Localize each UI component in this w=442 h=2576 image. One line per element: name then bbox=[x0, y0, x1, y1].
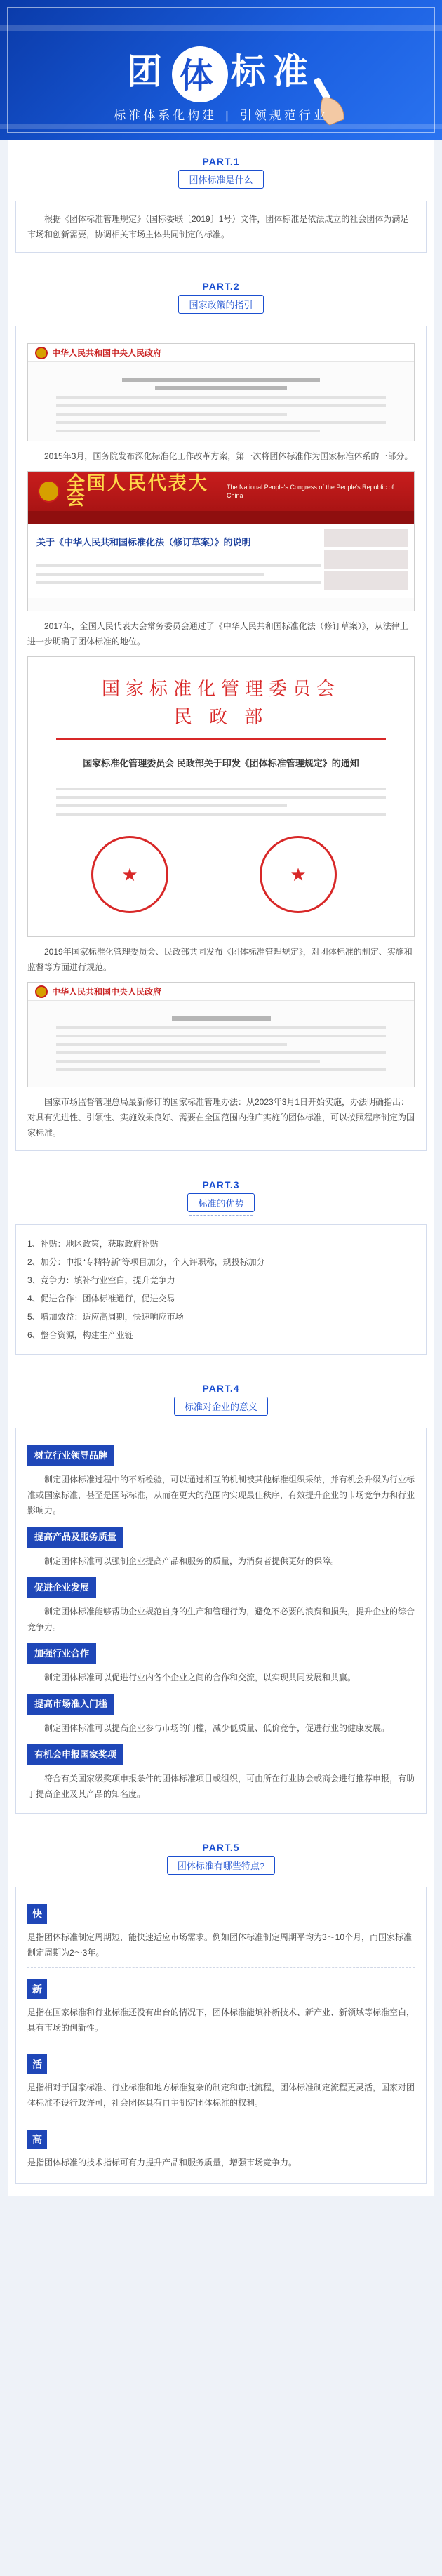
part-label: 国家政策的指引 bbox=[178, 295, 263, 314]
part-number: PART.4 bbox=[202, 1383, 240, 1394]
document-text-lines bbox=[28, 362, 414, 441]
hero-title-part: 标准 bbox=[231, 51, 315, 92]
gov-document-image bbox=[27, 343, 415, 441]
policy-2023-text: 国家市场监督管理总局最新修订的国家标准管理办法：从2023年3月1日开始实施，办法明确指出：对具有先进性、引领性、实施效果良好、需要在全国范围内推广实施的团体标准，可以按照程序制定为国家标准。 bbox=[27, 1097, 415, 1138]
document-text-lines bbox=[34, 556, 324, 592]
feature-text: 是指团体标准的技术指标可有力提升产品和服务质量，增强市场竞争力。 bbox=[27, 2158, 297, 2167]
significance-tag: 加强行业合作 bbox=[27, 1643, 96, 1664]
feature-text: 是指团体标准制定周期短，能快速适应市场需求。例如团体标准制定周期平均为3～10个月，而国家标准制定周期为2～3年。 bbox=[27, 1932, 413, 1958]
part-divider bbox=[189, 1215, 253, 1216]
significance-tag: 促进企业发展 bbox=[27, 1577, 96, 1598]
issuer-line-1: 国家标准化管理委员会 bbox=[101, 679, 340, 700]
notice-title: 国家标准化管理委员会 民政部关于印发《团体标准管理规定》的通知 bbox=[83, 758, 359, 769]
significance-text: 符合有关国家级奖项申报条件的团体标准项目或组织，可由所在行业协会或商会进行推荐申报，有助于提高企业及其产品的知名度。 bbox=[27, 1774, 415, 1799]
notice-document-image bbox=[27, 656, 415, 937]
part-2-section bbox=[8, 265, 434, 1164]
magnifier-icon bbox=[172, 46, 228, 102]
significance-tag: 提高产品及服务质量 bbox=[27, 1527, 123, 1548]
feature-tag: 高 bbox=[27, 2130, 47, 2149]
issuer-line-2: 民 政 部 bbox=[173, 707, 269, 728]
part-1-section bbox=[8, 140, 434, 265]
npc-title: 全国人民代表大会 bbox=[66, 473, 209, 510]
advantage-item: 4、促进合作：团体标准通行，促进交易 bbox=[27, 1294, 175, 1303]
hero-banner bbox=[0, 0, 442, 140]
part-4-section bbox=[8, 1367, 434, 1826]
significance-tag: 有机会申报国家奖项 bbox=[27, 1744, 123, 1765]
part-number: PART.5 bbox=[202, 1842, 240, 1853]
part-4-card bbox=[15, 1428, 427, 1814]
gov-site-name: 中华人民共和国中央人民政府 bbox=[52, 986, 162, 997]
npc-body bbox=[28, 524, 414, 598]
policy-2017-text: 2017年，全国人民代表大会常务委员会通过了《中华人民共和国标准化法（修订草案）》，从法律上进一步明确了团体标准的地位。 bbox=[27, 621, 408, 646]
document-text-lines bbox=[28, 771, 414, 832]
npc-nav-bar bbox=[28, 511, 414, 524]
significance-text: 制定团体标准可以强制企业提高产品和服务的质量，为消费者提供更好的保障。 bbox=[44, 1556, 340, 1566]
npc-headline: 关于《中华人民共和国标准化法（修订草案）》的说明 bbox=[36, 537, 251, 547]
hero-title-part: 体 bbox=[179, 56, 220, 95]
part-header bbox=[8, 1367, 434, 1428]
part-5-card bbox=[15, 1887, 427, 2184]
part-2-card bbox=[15, 326, 427, 1151]
gov-header-bar bbox=[28, 344, 414, 362]
advantage-item: 5、增加效益：适应高周期，快速响应市场 bbox=[27, 1312, 184, 1322]
policy-2019-text: 2019年国家标准化管理委员会、民政部共同发布《团体标准管理规定》，对团体标准的制定、实施和监督等方面进行规范。 bbox=[27, 947, 413, 972]
part-label: 标准对企业的意义 bbox=[174, 1397, 268, 1416]
part-1-card bbox=[15, 201, 427, 253]
part-number: PART.2 bbox=[202, 281, 240, 292]
hero-subtitle-right: 引领规范行业 bbox=[239, 109, 328, 122]
part-label: 团体标准有哪些特点? bbox=[167, 1856, 275, 1875]
part-label: 团体标准是什么 bbox=[178, 170, 263, 189]
part-3-card bbox=[15, 1224, 427, 1355]
npc-website-image bbox=[27, 471, 415, 611]
hero-subtitle-left: 标准体系化构建 bbox=[114, 109, 217, 122]
significance-text: 制定团体标准可以提高企业参与市场的门槛，减少低质量、低价竞争，促进行业的健康发展。 bbox=[44, 1723, 390, 1733]
document-text-lines bbox=[28, 1001, 414, 1087]
significance-text: 制定团体标准可以促进行业内各个企业之间的合作和交流，以实现共同发展和共赢。 bbox=[44, 1673, 356, 1682]
feature-tag: 新 bbox=[27, 1979, 47, 1999]
official-seal-icon: ★ bbox=[91, 836, 168, 913]
feature-text: 是指相对于国家标准、行业标准和地方标准复杂的制定和审批流程，团体标准制定流程更灵活，国家对团体标准不设行政许可，社会团体具有自主制定团体标准的权利。 bbox=[27, 2083, 415, 2108]
gov-document-image bbox=[27, 982, 415, 1087]
part-number: PART.3 bbox=[202, 1179, 240, 1190]
advantage-item: 6、整合资源，构建生产业链 bbox=[27, 1330, 133, 1340]
npc-header bbox=[28, 472, 414, 511]
part-header bbox=[8, 1164, 434, 1224]
national-emblem-icon bbox=[38, 480, 60, 503]
part-header bbox=[8, 140, 434, 201]
part-header bbox=[8, 265, 434, 326]
significance-tag: 提高市场准入门槛 bbox=[27, 1694, 114, 1715]
part-number: PART.1 bbox=[202, 156, 240, 167]
hero-subtitle: 标准体系化构建 | 引领规范行业 bbox=[114, 109, 328, 122]
feature-text: 是指在国家标准和行业标准还没有出台的情况下，团体标准能填补新技术、新产业、新领域等标准空白，具有市场的创新性。 bbox=[27, 2007, 415, 2033]
part-3-section bbox=[8, 1164, 434, 1367]
feature-tag: 活 bbox=[27, 2054, 47, 2074]
part-5-section bbox=[8, 1826, 434, 2196]
definition-text: 根据《团体标准管理规定》（国标委联〔2019〕1号）文件，团体标准是依法成立的社会团体为满足市场和创新需要，协调相关市场主体共同制定的标准。 bbox=[27, 214, 409, 239]
hero-title bbox=[0, 44, 442, 102]
feature-tag: 快 bbox=[27, 1904, 47, 1924]
gov-header-bar bbox=[28, 983, 414, 1001]
part-header bbox=[8, 1826, 434, 1887]
policy-2015-text: 2015年3月，国务院发布深化标准化工作改革方案，第一次将团体标准作为国家标准体系的一部分。 bbox=[44, 451, 413, 461]
official-seal-icon: ★ bbox=[260, 836, 337, 913]
significance-tag: 树立行业领导品牌 bbox=[27, 1445, 114, 1466]
gov-site-name: 中华人民共和国中央人民政府 bbox=[52, 347, 162, 358]
part-label: 标准的优势 bbox=[187, 1193, 254, 1212]
national-emblem-icon bbox=[35, 985, 48, 998]
npc-english-title: The National People's Congress of the People's Republic of China bbox=[227, 484, 394, 499]
advantage-item: 2、加分：申报“专精特新”等项目加分，个人评职称，规投标加分 bbox=[27, 1257, 265, 1267]
divider bbox=[27, 1967, 415, 1968]
advantage-item: 1、补贴：地区政策，获取政府补贴 bbox=[27, 1239, 159, 1249]
issuer-heading bbox=[28, 657, 414, 731]
hero-title-part: 团 bbox=[127, 51, 169, 92]
advantage-item: 3、竞争力：填补行业空白，提升竞争力 bbox=[27, 1275, 175, 1285]
npc-side-thumbnails bbox=[324, 529, 408, 592]
significance-text: 制定团体标准过程中的不断检验，可以通过相互的机制被其他标准组织采纳，并有机会升级为行业标准或国家标准，甚至是国际标准，从而在更大的范围内实现最佳秩序，有效提升企业的市场竞争力和行业影响力。 bbox=[27, 1475, 415, 1515]
national-emblem-icon bbox=[35, 347, 48, 359]
significance-text: 制定团体标准能够帮助企业规范自身的生产和管理行为，避免不必要的浪费和损失，提升企业的综合竞争力。 bbox=[27, 1607, 415, 1632]
